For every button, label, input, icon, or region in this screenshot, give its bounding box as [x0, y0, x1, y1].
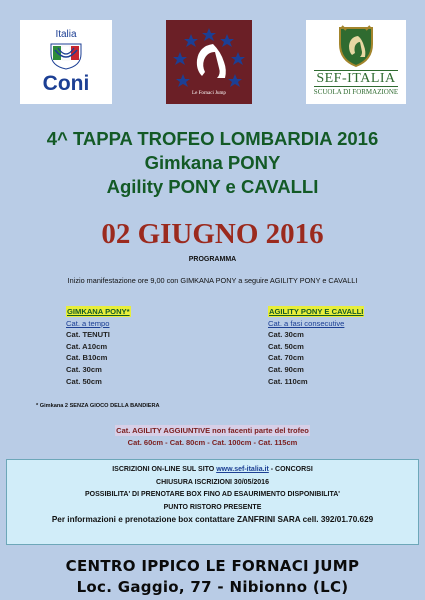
fornaci-jump-logo [166, 20, 252, 104]
info-line-box: POSSIBILITA' DI PRENOTARE BOX FINO AD ESAURIMENTO DISPONIBILITA' [85, 491, 340, 499]
intro-text: Inizio manifestazione ore 9,00 con GIMKANA PONY a seguire AGILITY PONY e CAVALLI [67, 276, 358, 285]
list-item: Cat. A10cm [66, 341, 108, 351]
extra-categories [0, 425, 425, 447]
event-title-line1: 4^ TAPPA TROFEO LOMBARDIA 2016 [46, 128, 379, 149]
gimkana-heading: GIMKANA PONY* [67, 307, 130, 316]
olympic-shield-icon [49, 42, 83, 70]
event-date: 02 GIUGNO 2016 [101, 218, 324, 250]
list-item: Cat. 90cm [268, 365, 304, 375]
fornaci-logo-text: Le Fornaci Jump [192, 91, 226, 96]
info-line-closing: CHIUSURA ISCRIZIONI 30/05/2016 [156, 478, 269, 486]
agility-heading: AGILITY PONY E CAVALLI [269, 307, 364, 316]
event-title-line3: Agility PONY e CAVALLI [106, 176, 319, 197]
list-item: Cat. TENUTI [66, 330, 110, 339]
footer-address: Loc. Gaggio, 77 - Nibionno (LC) [76, 578, 349, 596]
info-registration-text: ISCRIZIONI ON-LINE SUL SITO [112, 466, 217, 473]
event-title-line2: Gimkana PONY [144, 152, 281, 173]
horse-head-icon [169, 22, 249, 102]
gimkana-subheading: Cat. a tempo [66, 319, 110, 328]
gimkana-list [66, 306, 131, 388]
list-item: Cat. 50cm [66, 376, 102, 386]
gimkana-note: * Gimkana 2 SENZA GIOCO DELLA BANDIERA [36, 403, 160, 409]
sef-subtitle: SCUOLA DI FORMAZIONE [313, 88, 399, 96]
list-item: Cat. 30cm [268, 330, 304, 339]
list-item: Cat. 110cm [268, 376, 308, 386]
sef-italia-logo [306, 20, 406, 104]
agility-subheading: Cat. a fasi consecutive [268, 319, 345, 328]
list-item: Cat. B10cm [66, 353, 108, 363]
list-item: Cat. 70cm [268, 353, 304, 363]
extra-line: Cat. 60cm - Cat. 80cm - Cat. 100cm - Cat. 115cm [127, 438, 298, 447]
coni-main-text: Coni [42, 71, 90, 95]
agility-list [268, 306, 364, 388]
info-box [6, 459, 419, 545]
list-item: Cat. 30cm [66, 365, 102, 375]
info-registration-suffix: - CONCORSI [268, 466, 313, 473]
website-link[interactable]: www.sef-italia.it [216, 466, 269, 473]
info-line-registration [7, 464, 418, 477]
sef-name: SEF-ITALIA [316, 71, 396, 86]
coni-logo [20, 20, 112, 104]
info-line-refreshment: PUNTO RISTORO PRESENTE [163, 503, 262, 511]
extra-heading: Cat. AGILITY AGGIUNTIVE non facenti parte del trofeo [116, 426, 309, 435]
info-line-contact: Per informazioni e prenotazione box contattare ZANFRINI SARA cell. 392/01.70.629 [51, 515, 374, 525]
programma-label: PROGRAMMA [188, 256, 237, 263]
coni-top-text: Italia [55, 28, 77, 40]
horse-shield-icon [336, 24, 376, 68]
list-item: Cat. 50cm [268, 341, 304, 351]
footer-venue: CENTRO IPPICO LE FORNACI JUMP [65, 557, 360, 575]
